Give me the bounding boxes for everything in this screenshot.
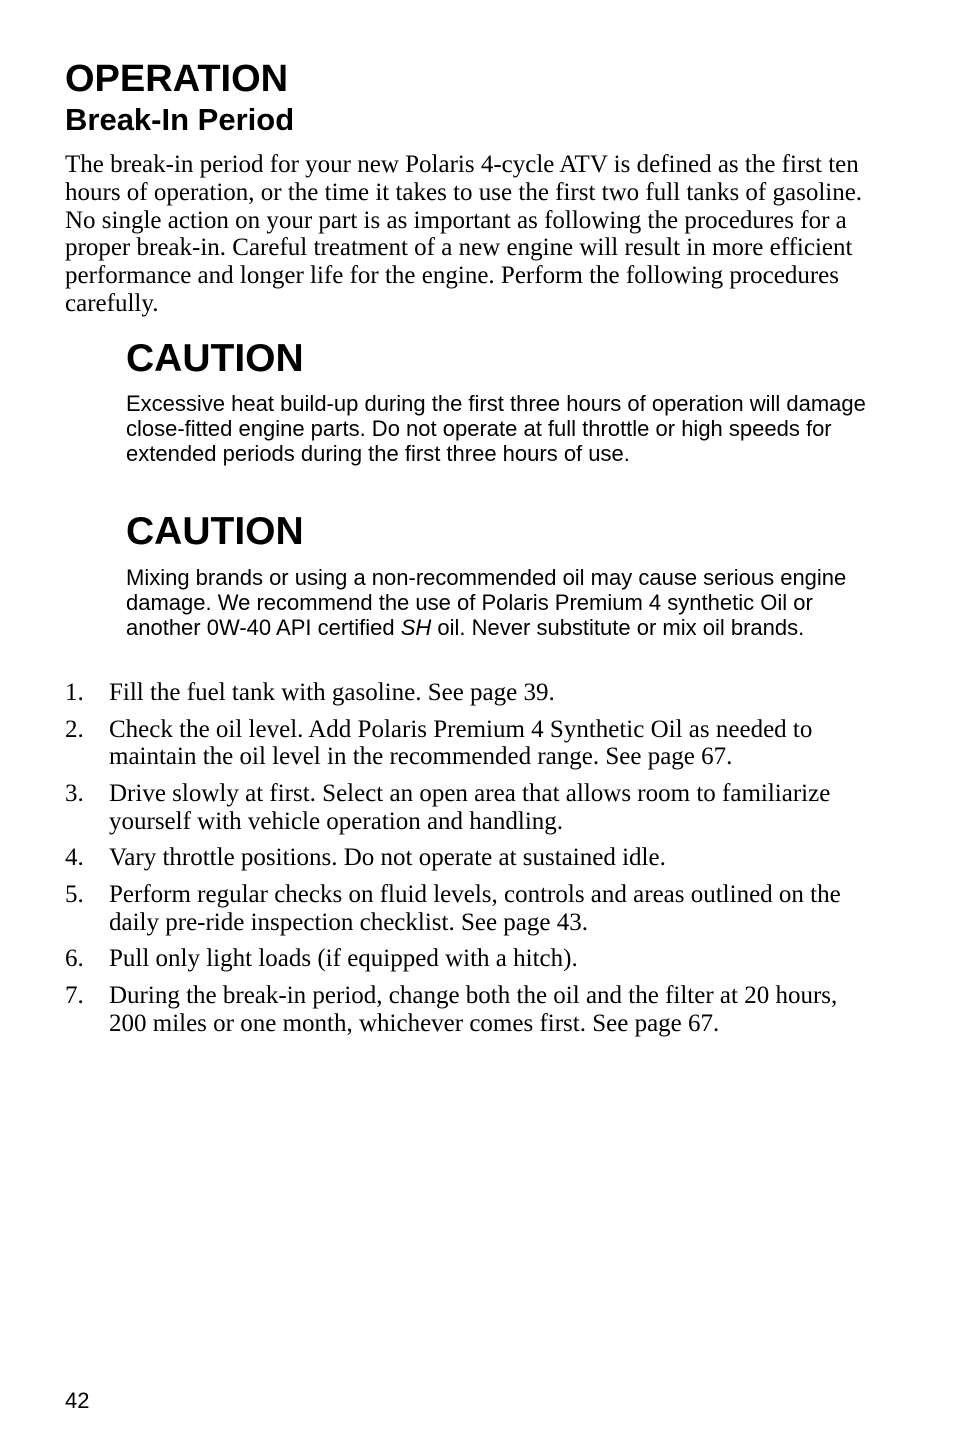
list-item xyxy=(65,780,865,836)
step-text: Vary throttle positions. Do not operate at sustained idle. xyxy=(109,844,666,872)
caution-text xyxy=(126,565,866,640)
list-item xyxy=(65,982,865,1038)
page-number: 42 xyxy=(65,1388,90,1413)
step-number: 2. xyxy=(65,715,84,743)
caution-text-part: Mixing brands or using a non-recommended oil may cause serious engine damage. We recommend the use of Polaris Premium 4 synthetic Oil or another 0W-40 API certified xyxy=(126,565,847,640)
step-text: Fill the fuel tank with gasoline. See page 39. xyxy=(109,679,555,706)
step-number: 3. xyxy=(65,779,84,807)
step-number: 1. xyxy=(65,679,84,706)
caution-text-part: oil. Never substitute or mix oil brands. xyxy=(431,615,805,640)
list-item xyxy=(65,945,865,973)
caution-heading: CAUTION xyxy=(126,337,304,380)
step-text: Drive slowly at first. Select an open area that allows room to familiarize yourself with vehicle operation and handling. xyxy=(109,779,831,835)
intro-paragraph: The break-in period for your new Polaris 4-cycle ATV is defined as the first ten hours of operation, or the time it takes to use the first two full tanks of gasoline. No single action on your part is as important as following the procedures for a proper break-in. Careful treatment of a new engine will result in more efficient performance and longer life for the engine. Perform the following procedures carefully. xyxy=(65,151,863,317)
list-item xyxy=(65,881,865,937)
step-text: Pull only light loads (if equipped with a hitch). xyxy=(109,945,578,973)
list-item xyxy=(65,716,865,772)
step-text: Perform regular checks on fluid levels, controls and areas outlined on the daily pre-ride inspection checklist. See page 43. xyxy=(109,880,841,936)
caution-text: Excessive heat build-up during the first three hours of operation will damage close-fitted engine parts. Do not operate at full throttle or high speeds for extended periods during the first three hours of use. xyxy=(126,391,866,466)
step-number: 4. xyxy=(65,844,84,872)
oil-spec-emphasis: SH xyxy=(400,615,432,640)
step-text: Check the oil level. Add Polaris Premium 4 Synthetic Oil as needed to maintain the oil level in the recommended range. See page 67. xyxy=(109,715,813,771)
break-in-steps-list xyxy=(65,679,865,1046)
step-number: 5. xyxy=(65,880,84,908)
step-number: 6. xyxy=(65,945,84,973)
list-item xyxy=(65,844,865,872)
subsection-title: Break-In Period xyxy=(65,102,295,137)
list-item xyxy=(65,679,865,707)
step-number: 7. xyxy=(65,981,84,1009)
step-text: During the break-in period, change both the oil and the filter at 20 hours, 200 miles or one month, whichever comes first. See page 67. xyxy=(109,981,838,1037)
caution-heading: CAUTION xyxy=(126,510,304,553)
section-title: OPERATION xyxy=(65,58,289,100)
